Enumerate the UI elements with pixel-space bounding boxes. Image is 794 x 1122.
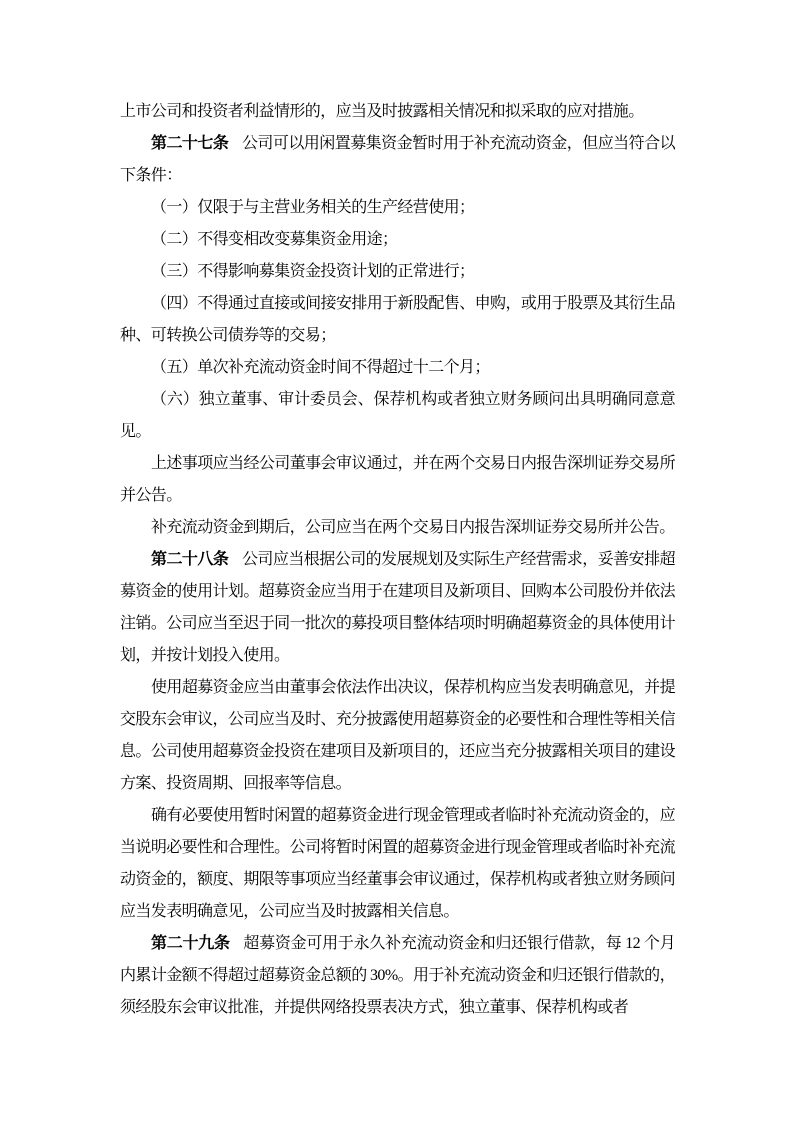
paragraph-text: 补充流动资金到期后，公司应当在两个交易日内报告深圳证券交易所并公告。 xyxy=(151,519,675,536)
paragraph-text: 超募资金可用于永久补充流动资金和归还银行借款，每 12 个月内累计金额不得超过超募资金总额的 30%。用于补充流动资金和归还银行借款的，须经股东会审议批准，并提供网络投票表决方式，独立董事、保荐机构或者 xyxy=(120,935,675,1016)
page-content xyxy=(120,96,675,1024)
paragraph-text: 公司可以用闲置募集资金暂时用于补充流动资金，但应当符合以下条件： xyxy=(120,135,675,184)
article-number-label: 第二十九条 xyxy=(151,935,230,952)
paragraph-text: 使用超募资金应当由董事会依法作出决议，保荐机构应当发表明确意见，并提交股东会审议，公司应当及时、充分披露使用超募资金的必要性和合理性等相关信息。公司使用超募资金投资在建项目及新项目的，还应当充分披露相关项目的建设方案、投资周期、回报率等信息。 xyxy=(120,679,675,792)
paragraph xyxy=(120,544,675,672)
paragraph-text: 上市公司和投资者利益情形的，应当及时披露相关情况和拟采取的应对措施。 xyxy=(120,103,644,120)
paragraph-text: （四）不得通过直接或间接安排用于新股配售、申购，或用于股票及其衍生品种、可转换公司债券等的交易； xyxy=(120,295,675,344)
paragraph xyxy=(120,96,675,128)
paragraph xyxy=(120,384,675,448)
paragraph xyxy=(120,512,675,544)
paragraph-text: 确有必要使用暂时闲置的超募资金进行现金管理或者临时补充流动资金的，应当说明必要性和合理性。公司将暂时闲置的超募资金进行现金管理或者临时补充流动资金的，额度、期限等事项应当经董事会审议通过，保荐机构或者独立财务顾问应当发表明确意见，公司应当及时披露相关信息。 xyxy=(120,807,675,920)
paragraph-text: 公司应当根据公司的发展规划及实际生产经营需求，妥善安排超募资金的使用计划。超募资金应当用于在建项目及新项目、回购本公司股份并依法注销。公司应当至迟于同一批次的募投项目整体结项时明确超募资金的具体使用计划，并按计划投入使用。 xyxy=(120,551,675,664)
paragraph xyxy=(120,224,675,256)
article-number-label: 第二十七条 xyxy=(151,135,229,152)
paragraph xyxy=(120,128,675,192)
paragraph-text: （一）仅限于与主营业务相关的生产经营使用； xyxy=(151,199,475,216)
paragraph xyxy=(120,448,675,512)
paragraph-text: （二）不得变相改变募集资金用途； xyxy=(151,231,398,248)
paragraph xyxy=(120,256,675,288)
paragraph-text: （六）独立董事、审计委员会、保荐机构或者独立财务顾问出具明确同意意见。 xyxy=(120,391,675,440)
paragraph xyxy=(120,800,675,928)
paragraph xyxy=(120,288,675,352)
paragraph-text: 上述事项应当经公司董事会审议通过，并在两个交易日内报告深圳证券交易所并公告。 xyxy=(120,455,675,504)
paragraph-text: （三）不得影响募集资金投资计划的正常进行； xyxy=(151,263,475,280)
paragraph xyxy=(120,352,675,384)
paragraph xyxy=(120,928,675,1024)
paragraph xyxy=(120,672,675,800)
paragraph xyxy=(120,192,675,224)
paragraph-text: （五）单次补充流动资金时间不得超过十二个月； xyxy=(151,359,490,376)
article-number-label: 第二十八条 xyxy=(151,551,229,568)
